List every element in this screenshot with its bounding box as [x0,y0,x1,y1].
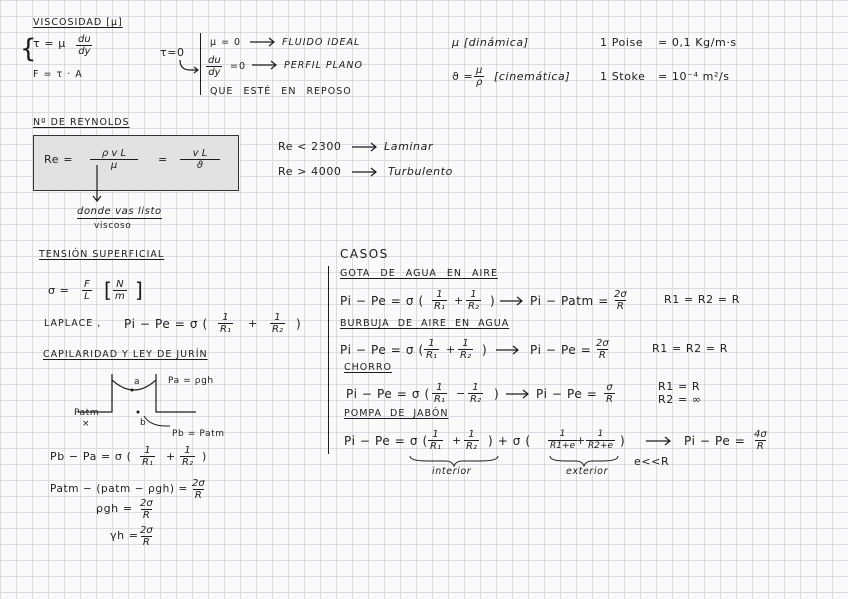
plus-sign: + [446,343,456,356]
pompa-eq: Pi − Pe = σ ( [344,434,428,448]
perfil-plano: PERFIL PLANO [284,60,364,71]
bracket-open: [ [104,278,113,302]
dinamica-label: μ [dinámica] [452,36,529,49]
laplace-label: LAPLACE , [44,318,102,329]
arrow-right-icon [646,436,672,446]
gota-res-frac: $\frac{2\sigma}{R}$ [614,289,627,312]
interior-label: interior [432,466,472,477]
chorro-res: Pi − Pe = [536,387,598,401]
cinematica-label: [cinemática] [494,70,571,83]
patm-label: Patm [74,408,100,418]
one-r2-fraction-2: $\frac{1}{\text{R₂}}$ [182,445,193,468]
exterior-label: exterior [566,466,609,477]
gota-frac-1: $\frac{1}{\text{R₁}}$ [434,289,445,312]
burbuja-res-frac: $\frac{2\sigma}{R}$ [596,338,609,361]
laminar-cond: Re < 2300 [278,140,342,153]
plus-sign: + [454,294,464,307]
note-line-1: donde vas listo [77,206,162,217]
dudy-zero: =0 [230,61,247,72]
chorro-r1: R1 = R [658,380,701,393]
pompa-res-frac: $\frac{4\sigma}{R}$ [754,429,767,452]
arrow-right-icon [252,60,278,70]
two-sigma-r-fraction-3: $\frac{2\sigma}{R}$ [140,525,153,548]
brace-icon: { [20,34,38,64]
re-fraction-1: $\frac{\text{ρ v L}}{\mu}$ [90,148,138,171]
gota-frac-2: $\frac{1}{\text{R₂}}$ [468,289,479,312]
one-r2-fraction: $\frac{1}{\text{R₂}}$ [272,312,283,335]
burbuja-frac-1: $\frac{1}{\text{R₁}}$ [426,338,437,361]
chorro-eq: Pi − Pe = σ ( [346,387,430,401]
viscosidad-title: VISCOSIDAD [μ] [33,17,123,28]
pompa-mid: ) + σ ( [488,434,531,448]
equals-sign: = [158,153,168,166]
gamma-h-eq: γh = [110,529,139,542]
burbuja-res: Pi − Pe = [530,343,592,357]
fluido-ideal: FLUIDO IDEAL [282,37,361,48]
turb-cond: Re > 4000 [278,165,342,178]
patm-eq: Patm − (patm − ρgh) = [50,483,188,495]
pb-pa-eq: Pb − Pa = σ ( [50,450,132,463]
bracket-close: ] [135,278,144,302]
pa-label: Pa = ρgh [168,376,214,386]
e-ll-r: e<<R [634,455,670,468]
nu-lhs: ϑ = [452,70,474,83]
pb-label: Pb = Patm [172,429,225,439]
laplace-eq: Pi − Pe = σ ( [124,317,208,331]
burbuja-frac-2: $\frac{1}{\text{R₂}}$ [460,338,471,361]
laminar-label: Laminar [384,140,434,153]
plus-sign: + [166,450,176,463]
arrow-right-icon [500,296,524,306]
divider-line [200,33,201,95]
poise-rhs: = 0,1 Kg/m·s [658,36,737,49]
plus-sign: + [452,434,462,447]
re-fraction-2: $\frac{\text{v L}}{ϑ}$ [180,148,220,171]
arrow-right-icon [506,389,530,399]
a-label: a [134,377,141,387]
chorro-r2: R2 = ∞ [658,393,702,406]
chorro-title: CHORRO [344,362,392,373]
paren-close: ) [494,387,500,401]
stoke-rhs: = 10⁻⁴ m²/s [658,70,730,83]
chorro-res-frac: $\frac{\sigma}{R}$ [606,382,613,405]
pompa-frac-4: $\frac{1}{R2+e}$ [588,429,614,451]
chorro-frac-1: $\frac{1}{\text{R₁}}$ [434,382,445,405]
paren-close: ) [296,317,302,331]
reynolds-title: Nº DE REYNOLDS [33,117,130,128]
note-line-2: viscoso [94,221,132,231]
gota-r: R1 = R2 = R [664,293,740,306]
pompa-res: Pi − Pe = [684,434,746,448]
arrow-right-icon [352,167,378,177]
arrow-right-icon [250,37,276,47]
gota-res: Pi − Patm = [530,294,609,308]
plus-sign: + [248,317,258,330]
tau-eq-lhs: τ = μ [33,37,66,50]
burbuja-eq: Pi − Pe = σ ( [340,343,424,357]
re-lhs: Re = [44,153,74,166]
two-sigma-r-fraction-2: $\frac{2\sigma}{R}$ [140,498,153,521]
paren-close: ) [202,450,207,463]
tau-zero: τ=0 [160,46,185,59]
casos-title: CASOS [340,247,389,261]
mu-rho-fraction: $\frac{\mu}{\rho}$ [476,65,483,88]
paren-close: ) [490,294,496,308]
f-l-fraction: $\frac{F}{L}$ [84,279,90,302]
tension-title: TENSIÓN SUPERFICIAL [39,249,165,260]
pompa-frac-2: $\frac{1}{\text{R₂}}$ [466,429,477,452]
gota-title: GOTA DE AGUA EN AIRE [340,268,498,279]
paren-close: ) [482,343,488,357]
jurin-title: CAPILARIDAD Y LEY DE JURÍN [43,349,208,360]
pompa-title: POMPA DE JABÓN [344,408,449,419]
du-dy-fraction: $\frac{du}{dy}$ [78,34,91,57]
pompa-frac-1: $\frac{1}{\text{R₁}}$ [430,429,441,452]
one-r1-fraction: $\frac{1}{\text{R₁}}$ [220,312,231,335]
x-mark: × [82,419,91,429]
burbuja-title: BURBUJA DE AIRE EN AGUA [340,318,510,329]
paren-close: ) [620,434,626,448]
hook-arrow-icon [178,60,200,74]
casos-divider [328,266,329,454]
plus-sign: + [576,434,586,447]
arrow-right-icon [496,345,520,355]
n-m-fraction: $\frac{N}{m}$ [115,279,125,302]
chorro-frac-2: $\frac{1}{\text{R₂}}$ [470,382,481,405]
arrow-right-icon [352,142,378,152]
b-label: b [140,418,147,428]
force-eq: F = τ · A [33,69,83,80]
gota-eq: Pi − Pe = σ ( [340,294,424,308]
rgh-eq: ρgh = [96,502,133,515]
sigma-lhs: σ = [48,284,70,297]
mu-zero: μ = 0 [210,37,242,48]
pompa-frac-3: $\frac{1}{R1+e}$ [550,429,576,451]
turbulento-label: Turbulento [388,165,453,178]
burbuja-r: R1 = R2 = R [652,342,728,355]
reposo-text: QUE ESTÉ EN REPOSO [210,86,352,97]
two-sigma-r-fraction: $\frac{2\sigma}{R}$ [192,478,205,501]
arrow-down-icon [92,165,102,205]
poise-lhs: 1 Poise [600,36,644,49]
one-r1-fraction-2: $\frac{1}{\text{R₁}}$ [142,445,153,468]
du-dy-fraction-2: $\frac{du}{dy}$ [208,55,221,78]
minus-sign: − [456,387,466,400]
stoke-lhs: 1 Stoke [600,70,646,83]
